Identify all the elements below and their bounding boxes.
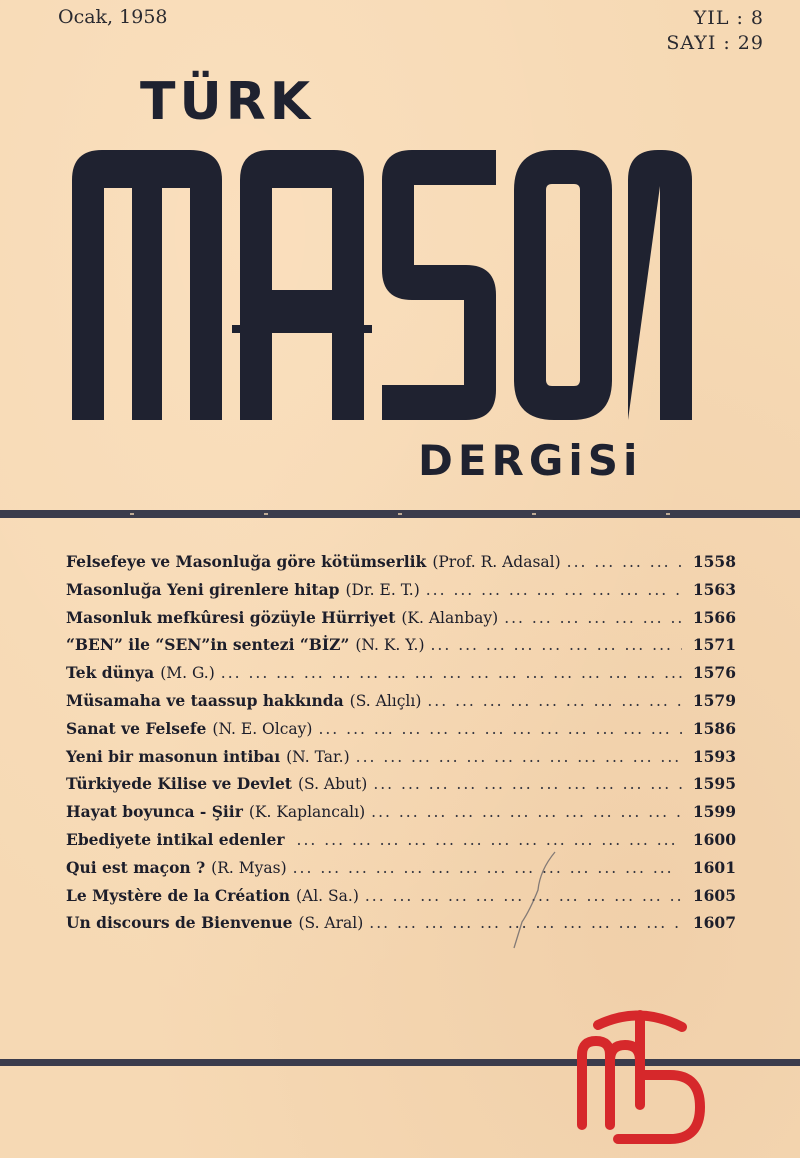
toc-author: (Prof. R. Adasal): [432, 553, 561, 571]
toc-entry[interactable]: [66, 691, 736, 719]
toc-author: (N. E. Olcay): [212, 719, 313, 738]
toc-leader-dots: [567, 553, 682, 571]
toc-entry[interactable]: [66, 886, 736, 914]
toc-title: Hayat boyunca - Şiir: [66, 802, 243, 822]
table-of-contents: [66, 552, 736, 941]
toc-author: (Al. Sa.): [295, 886, 359, 905]
toc-title: Ebediyete intikal edenler: [66, 829, 285, 849]
toc-author: (M. G.): [160, 664, 215, 683]
volume-year: YIL : 8: [693, 7, 764, 29]
toc-leader-dots: [293, 859, 682, 877]
mason-letter-n: [628, 150, 692, 420]
toc-title: Yeni bir masonun intibaı: [66, 746, 281, 766]
toc-title: Qui est maçon ?: [66, 857, 206, 877]
toc-page-number: 1576: [692, 663, 736, 683]
toc-page-number: 1579: [692, 690, 736, 710]
toc-leader-dots: [318, 720, 682, 738]
toc-title: Masonluk mefkûresi gözüyle Hürriyet: [66, 607, 396, 627]
toc-leader-dots: [427, 692, 682, 710]
toc-entry[interactable]: [66, 913, 736, 941]
toc-leader-dots: [373, 775, 682, 793]
toc-page-number: 1600: [692, 829, 736, 849]
mason-letter-m: [72, 150, 222, 420]
toc-page-number: 1607: [692, 913, 736, 933]
toc-title: Müsamaha ve taassup hakkında: [66, 690, 344, 710]
toc-entry[interactable]: [66, 719, 736, 747]
issue-date: Ocak, 1958: [58, 6, 168, 28]
toc-title: Tek dünya: [66, 663, 155, 683]
pencil-scratch-mark: [500, 850, 560, 950]
mason-letter-a-bar: [232, 325, 372, 333]
toc-author: (S. Abut): [297, 775, 368, 794]
issue-volume: [666, 6, 764, 56]
toc-page-number: 1605: [692, 885, 736, 905]
toc-entry[interactable]: [66, 858, 736, 886]
toc-page-number: 1563: [692, 579, 736, 599]
issue-number: SAYI : 29: [666, 32, 764, 54]
toc-entry[interactable]: [66, 552, 736, 580]
toc-page-number: 1571: [692, 635, 736, 655]
toc-page-number: 1599: [692, 802, 736, 822]
tmd-monogram-logo-icon: [570, 1005, 710, 1150]
toc-leader-dots: [356, 748, 682, 766]
toc-title: Un discours de Bienvenue: [66, 913, 293, 933]
toc-entry[interactable]: [66, 580, 736, 608]
mason-letter-s: [382, 150, 496, 420]
top-divider: [0, 510, 800, 518]
toc-author: (R. Myas): [211, 858, 287, 877]
masthead-turk: TÜRK: [140, 72, 315, 132]
toc-leader-dots: [221, 664, 682, 682]
toc-title: “BEN” ile “SEN”in sentezi “BİZ”: [66, 635, 350, 655]
toc-page-number: 1566: [692, 607, 736, 627]
toc-leader-dots: [426, 581, 682, 599]
toc-title: Türkiyede Kilise ve Devlet: [66, 774, 292, 794]
toc-title: Sanat ve Felsefe: [66, 718, 207, 738]
toc-page-number: 1595: [692, 774, 736, 794]
toc-entry[interactable]: [66, 774, 736, 802]
toc-entry[interactable]: [66, 802, 736, 830]
toc-entry[interactable]: [66, 663, 736, 691]
toc-entry[interactable]: [66, 747, 736, 775]
toc-author: (S. Aral): [298, 914, 364, 933]
toc-entry[interactable]: [66, 635, 736, 663]
toc-leader-dots: [297, 831, 682, 849]
toc-author: (K. Kaplancalı): [248, 803, 366, 822]
toc-title: Felsefeye ve Masonluğa göre kötümserlik: [66, 552, 427, 571]
mason-letter-o: [514, 150, 612, 420]
toc-leader-dots: [431, 636, 683, 654]
toc-page-number: 1558: [692, 552, 736, 571]
toc-leader-dots: [504, 609, 682, 627]
toc-title: Le Mystère de la Création: [66, 885, 290, 905]
masthead-mason: [72, 150, 692, 420]
mason-letter-a: [240, 150, 364, 420]
toc-entry[interactable]: [66, 830, 736, 858]
masthead-dergisi: DERGiSi: [418, 436, 643, 485]
toc-page-number: 1601: [692, 857, 736, 877]
toc-title: Masonluğa Yeni girenlere hitap: [66, 579, 340, 599]
toc-author: (Dr. E. T.): [345, 580, 420, 599]
toc-author: (N. K. Y.): [355, 636, 425, 655]
toc-page-number: 1586: [692, 718, 736, 738]
toc-author: (S. Alıçlı): [349, 691, 422, 710]
toc-author: (K. Alanbay): [401, 608, 499, 627]
toc-author: (N. Tar.): [286, 747, 350, 766]
toc-page-number: 1593: [692, 746, 736, 766]
toc-entry[interactable]: [66, 608, 736, 636]
toc-leader-dots: [371, 803, 682, 821]
